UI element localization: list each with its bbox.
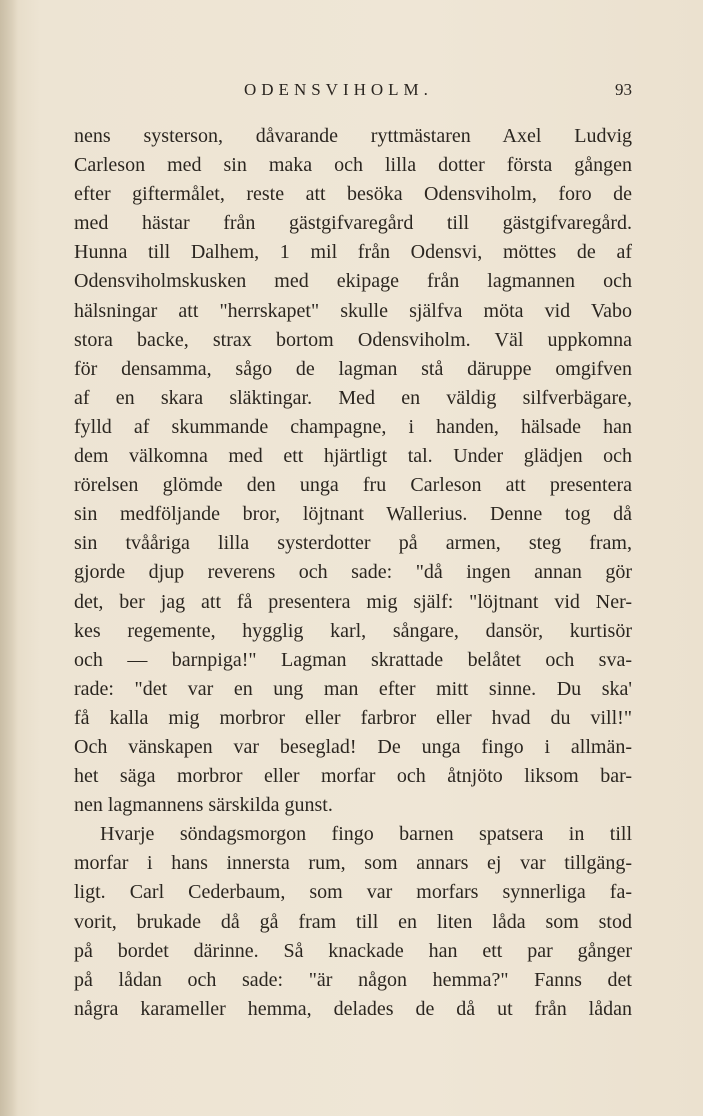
text-line: rade: "det var en ung man efter mitt sinne. Du ska' bbox=[74, 677, 632, 700]
text-line: några karameller hemma, delades de då ut från lådan bbox=[74, 997, 632, 1020]
text-line: Hunna till Dalhem, 1 mil från Odensvi, möttes de af bbox=[74, 241, 632, 264]
text-line: ligt. Carl Cederbaum, som var morfars synnerliga fa- bbox=[74, 881, 632, 904]
page-number: 93 bbox=[615, 80, 632, 99]
page-header bbox=[74, 80, 632, 106]
text-line-paragraph-start: Hvarje söndagsmorgon fingo barnen spatsera in till bbox=[100, 823, 632, 846]
text-line: dem välkomna med ett hjärtligt tal. Under glädjen och bbox=[74, 445, 632, 468]
text-line: med hästar från gästgifvaregård till gästgifvaregård. bbox=[74, 212, 632, 235]
text-line: vorit, brukade då gå fram till en liten låda som stod bbox=[74, 910, 632, 933]
text-line: Odensviholmskusken med ekipage från lagmannen och bbox=[74, 270, 632, 293]
text-line: få kalla mig morbror eller farbror eller hvad du vill!" bbox=[74, 706, 632, 729]
text-line: kes regemente, hygglig karl, sångare, dansör, kurtisör bbox=[74, 619, 632, 642]
running-title: ODENSVIHOLM. bbox=[244, 80, 433, 99]
text-line: hälsningar att "herrskapet" skulle själfva möta vid Vabo bbox=[74, 299, 632, 322]
text-line: Och vänskapen var beseglad! De unga fingo i allmän- bbox=[74, 735, 632, 758]
text-line: och — barnpiga!" Lagman skrattade belåtet och sva- bbox=[74, 648, 632, 671]
text-line: gjorde djup reverens och sade: "då ingen annan gör bbox=[74, 561, 632, 584]
text-line: fylld af skummande champagne, i handen, hälsade han bbox=[74, 415, 632, 438]
text-line: rörelsen glömde den unga fru Carleson att presentera bbox=[74, 474, 632, 497]
text-line: het säga morbror eller morfar och åtnjöto liksom bar- bbox=[74, 765, 632, 788]
text-line: morfar i hans innersta rum, som annars ej var tillgäng- bbox=[74, 852, 632, 875]
text-line: sin tvååriga lilla systerdotter på armen, steg fram, bbox=[74, 532, 632, 555]
text-line: Carleson med sin maka och lilla dotter första gången bbox=[74, 154, 632, 177]
text-line: det, ber jag att få presentera mig själf: "löjtnant vid Ner- bbox=[74, 590, 632, 613]
text-line: på bordet därinne. Så knackade han ett par gånger bbox=[74, 939, 632, 962]
text-line: af en skara släktingar. Med en väldig silfverbägare, bbox=[74, 386, 632, 409]
body-text bbox=[74, 122, 632, 1024]
text-line: nens systerson, dåvarande ryttmästaren Axel Ludvig bbox=[74, 125, 632, 147]
text-line: sin medföljande bror, löjtnant Wallerius. Denne tog då bbox=[74, 503, 632, 526]
text-line-paragraph-end: nen lagmannens särskilda gunst. bbox=[74, 794, 333, 817]
page-spine-shadow bbox=[0, 0, 18, 1116]
text-line: för densamma, sågo de lagman stå däruppe omgifven bbox=[74, 357, 632, 380]
text-line: stora backe, strax bortom Odensviholm. Väl uppkomna bbox=[74, 328, 632, 351]
text-line: efter giftermålet, reste att besöka Odensviholm, foro de bbox=[74, 183, 632, 206]
text-line: på lådan och sade: "är någon hemma?" Fanns det bbox=[74, 968, 632, 991]
